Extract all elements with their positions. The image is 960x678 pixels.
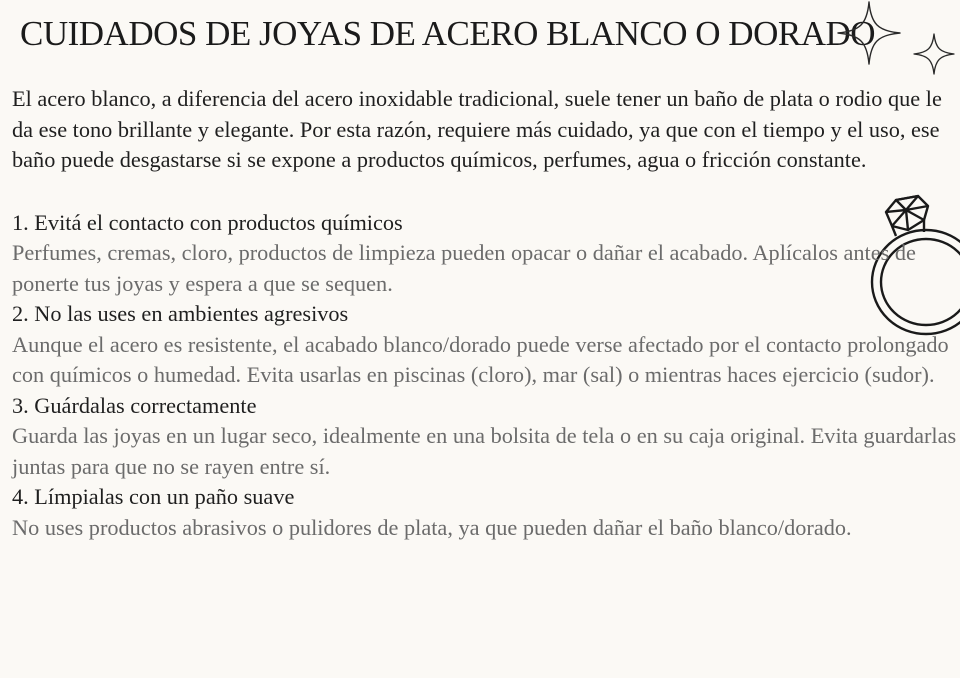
tip-heading-2: 2. No las uses en ambientes agresivos [12, 301, 349, 326]
sparkle-small-icon [912, 32, 956, 76]
tip-heading-3: 3. Guárdalas correctamente [12, 392, 257, 418]
page-title: CUIDADOS DE JOYAS DE ACERO BLANCO O DORADO [20, 14, 876, 53]
intro-paragraph: El acero blanco, a diferencia del acero inoxidable tradicional, suele tener un baño de plata o rodio que le da ese tono brillante y elegante. Por esta razón, requiere más cuidado, ya que con el tiempo y el uso, ese baño puede desgastarse si se expone a productos químicos, perfumes, agua o fricción constante. [12, 86, 942, 172]
tip-description-3: Guarda las joyas en un lugar seco, idealmente en una bolsita de tela o en su caja original. Evita guardarlas juntas para que no se rayen entre sí. [12, 423, 957, 479]
tip-description-4: No uses productos abrasivos o pulidores de plata, ya que pueden dañar el baño blanco/dorado. [12, 514, 852, 540]
tip-description-1: Perfumes, cremas, cloro, productos de limpieza pueden opacar o dañar el acabado. Aplícalos antes de ponerte tus joyas y espera a que se sequen. [12, 240, 916, 296]
article-body [12, 84, 958, 543]
tip-heading-1: 1. Evitá el contacto con productos químicos [12, 209, 403, 235]
tip-heading-4: 4. Límpialas con un paño suave [12, 484, 295, 509]
tip-description-2: Aunque el acero es resistente, el acabado blanco/dorado puede verse afectado por el contacto prolongado con químicos o humedad. Evita usarlas en piscinas (cloro), mar (sal) o mientras haces ejercicio (sudor). [12, 331, 949, 387]
sparkle-icon [836, 0, 902, 66]
